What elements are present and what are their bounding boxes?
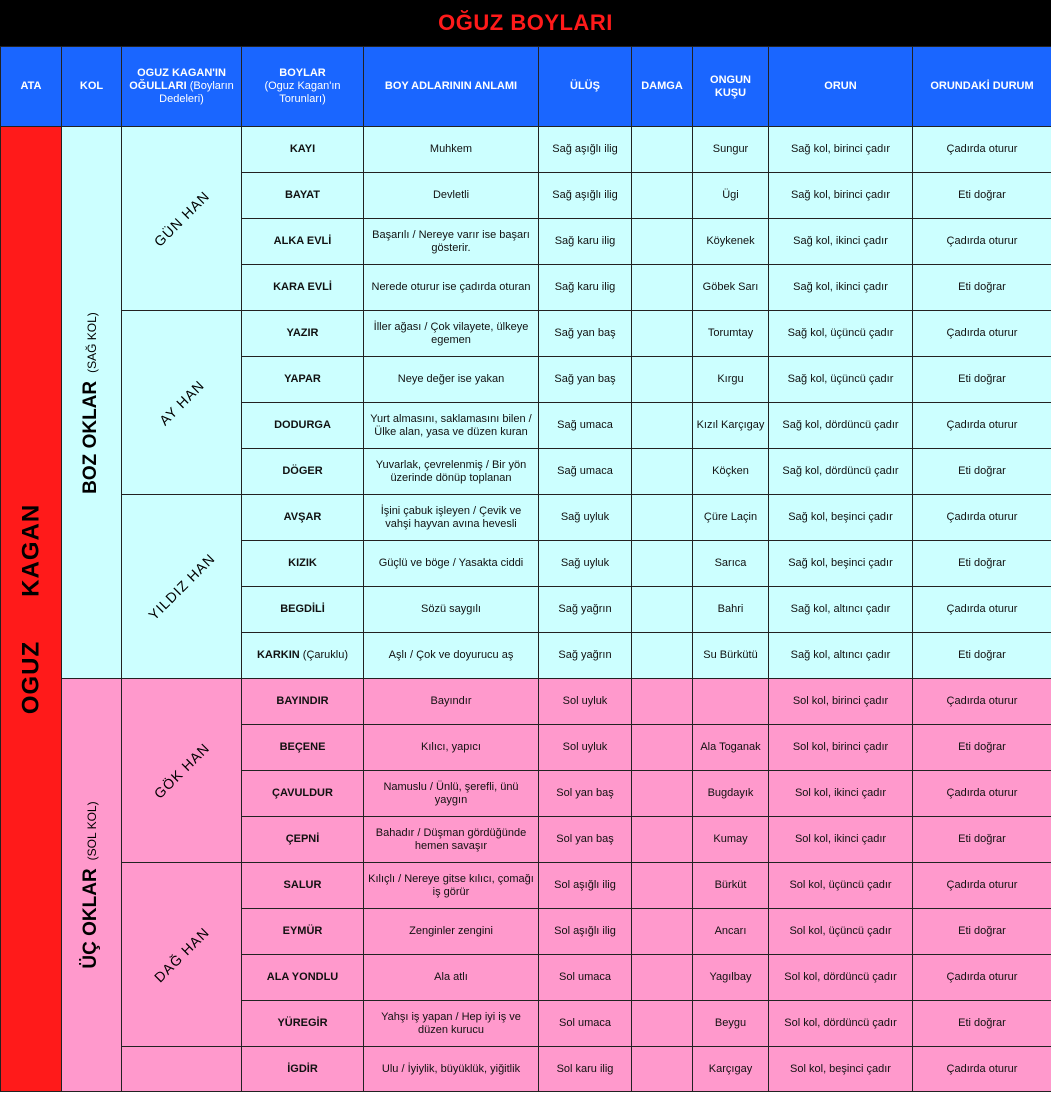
kol-sub: (SOL KOL) xyxy=(84,801,99,861)
durum-cell: Eti doğrar xyxy=(913,265,1051,311)
orun-cell: Sağ kol, altıncı çadır xyxy=(769,633,913,679)
boy-cell xyxy=(242,541,364,587)
anlam-cell: Bayındır xyxy=(364,679,539,725)
ongun-cell: Göbek Sarı xyxy=(693,265,769,311)
anlam-cell: Güçlü ve böge / Yasakta ciddi xyxy=(364,541,539,587)
han-label: AY HAN xyxy=(155,376,207,428)
header-damga: DAMGA xyxy=(632,47,693,127)
ulus-cell: Sağ aşığlı ilig xyxy=(539,173,632,219)
boy-cell xyxy=(242,357,364,403)
boy-cell xyxy=(242,311,364,357)
page-title: OĞUZ BOYLARI xyxy=(0,0,1051,46)
kol-label xyxy=(79,311,101,494)
ulus-cell: Sağ karu ilig xyxy=(539,265,632,311)
han-cell xyxy=(122,495,242,679)
boy-cell xyxy=(242,127,364,173)
orun-cell: Sağ kol, birinci çadır xyxy=(769,127,913,173)
orun-cell: Sağ kol, üçüncü çadır xyxy=(769,311,913,357)
orun-cell: Sağ kol, altıncı çadır xyxy=(769,587,913,633)
han-label: GÖK HAN xyxy=(150,739,213,802)
ulus-cell: Sağ yan baş xyxy=(539,357,632,403)
ulus-cell: Sol yan baş xyxy=(539,817,632,863)
durum-cell: Eti doğrar xyxy=(913,725,1051,771)
orun-cell: Sol kol, üçüncü çadır xyxy=(769,909,913,955)
ongun-cell: Karçıgay xyxy=(693,1047,769,1092)
ongun-cell: Bürküt xyxy=(693,863,769,909)
header-boylar-sub: (Oguz Kagan'ın Torunları) xyxy=(264,80,341,105)
ulus-cell: Sol umaca xyxy=(539,955,632,1001)
durum-cell: Eti doğrar xyxy=(913,449,1051,495)
ongun-cell: Çüre Laçin xyxy=(693,495,769,541)
table-row xyxy=(1,863,1051,909)
damga-cell xyxy=(632,725,693,771)
damga-cell xyxy=(632,817,693,863)
header-ogullar xyxy=(122,47,242,127)
boy-name: KARA EVLİ xyxy=(273,281,332,293)
orun-cell: Sol kol, üçüncü çadır xyxy=(769,863,913,909)
header-durum: ORUNDAKİ DURUM xyxy=(913,47,1051,127)
ongun-cell: Ancarı xyxy=(693,909,769,955)
header-boylar-main: BOYLAR xyxy=(279,67,326,79)
header-ogullar-main: OGUZ KAGAN'IN OĞULLARI xyxy=(129,67,226,92)
orun-cell: Sağ kol, beşinci çadır xyxy=(769,541,913,587)
ulus-cell: Sağ yağrın xyxy=(539,633,632,679)
ongun-cell: Yagılbay xyxy=(693,955,769,1001)
anlam-cell: İller ağası / Çok vilayete, ülkeye egemen xyxy=(364,311,539,357)
ulus-cell: Sol karu ilig xyxy=(539,1047,632,1092)
kol-cell xyxy=(62,679,122,1092)
boy-name: EYMÜR xyxy=(282,925,323,937)
ulus-cell: Sağ yan baş xyxy=(539,311,632,357)
anlam-cell: İşini çabuk işleyen / Çevik ve vahşi hayvan avına hevesli xyxy=(364,495,539,541)
orun-cell: Sağ kol, üçüncü çadır xyxy=(769,357,913,403)
ongun-cell: Su Bürkütü xyxy=(693,633,769,679)
ulus-cell: Sol aşığlı ilig xyxy=(539,909,632,955)
boy-name: YÜREGİR xyxy=(277,1017,328,1029)
boy-name: YAZIR xyxy=(286,327,319,339)
anlam-cell: Yuvarlak, çevrelenmiş / Bir yön üzerinde dönüp toplanan xyxy=(364,449,539,495)
header-boylar xyxy=(242,47,364,127)
boy-name: DODURGA xyxy=(274,419,331,431)
damga-cell xyxy=(632,495,693,541)
boy-cell xyxy=(242,173,364,219)
boy-name: ALA YONDLU xyxy=(266,971,339,983)
durum-cell: Çadırda oturur xyxy=(913,495,1051,541)
ongun-cell: Kızıl Karçıgay xyxy=(693,403,769,449)
header-ongun: ONGUN KUŞU xyxy=(693,47,769,127)
durum-cell: Çadırda oturur xyxy=(913,771,1051,817)
damga-cell xyxy=(632,587,693,633)
ulus-cell: Sağ aşığlı ilig xyxy=(539,127,632,173)
durum-cell: Eti doğrar xyxy=(913,633,1051,679)
boy-cell xyxy=(242,587,364,633)
orun-cell: Sol kol, ikinci çadır xyxy=(769,817,913,863)
damga-cell xyxy=(632,1001,693,1047)
durum-cell: Çadırda oturur xyxy=(913,219,1051,265)
anlam-cell: Başarılı / Nereye varır ise başarı gösterir. xyxy=(364,219,539,265)
ongun-cell: Torumtay xyxy=(693,311,769,357)
anlam-cell: Sözü saygılı xyxy=(364,587,539,633)
ata-cell xyxy=(1,127,62,1092)
kol-cell xyxy=(62,127,122,679)
ongun-cell: Sarıca xyxy=(693,541,769,587)
durum-cell: Eti doğrar xyxy=(913,173,1051,219)
ulus-cell: Sol uyluk xyxy=(539,679,632,725)
durum-cell: Çadırda oturur xyxy=(913,587,1051,633)
anlam-cell: Yurt almasını, saklamasını bilen / Ülke alan, yasa ve düzen kuran xyxy=(364,403,539,449)
boy-cell xyxy=(242,633,364,679)
oguz-boylari-table xyxy=(0,46,1051,1092)
durum-cell: Eti doğrar xyxy=(913,817,1051,863)
durum-cell: Çadırda oturur xyxy=(913,403,1051,449)
ulus-cell: Sağ karu ilig xyxy=(539,219,632,265)
boy-name: BAYINDIR xyxy=(276,695,329,707)
orun-cell: Sol kol, ikinci çadır xyxy=(769,771,913,817)
damga-cell xyxy=(632,449,693,495)
ongun-cell: Kırgu xyxy=(693,357,769,403)
table-row xyxy=(1,495,1051,541)
ongun-cell: Kumay xyxy=(693,817,769,863)
han-label: DAĞ HAN xyxy=(150,923,212,985)
damga-cell xyxy=(632,265,693,311)
damga-cell xyxy=(632,219,693,265)
boy-name: SALUR xyxy=(283,879,322,891)
boy-cell xyxy=(242,219,364,265)
boy-cell xyxy=(242,955,364,1001)
boy-cell xyxy=(242,265,364,311)
ongun-cell: Beygu xyxy=(693,1001,769,1047)
orun-cell: Sağ kol, dördüncü çadır xyxy=(769,449,913,495)
boy-name: ÇAVULDUR xyxy=(272,787,333,799)
anlam-cell: Ala atlı xyxy=(364,955,539,1001)
kol-name: BOZ OKLAR xyxy=(79,380,101,494)
durum-cell: Çadırda oturur xyxy=(913,679,1051,725)
orun-cell: Sağ kol, birinci çadır xyxy=(769,173,913,219)
damga-cell xyxy=(632,679,693,725)
han-cell-empty xyxy=(122,1047,242,1092)
damga-cell xyxy=(632,357,693,403)
table-row xyxy=(1,127,1051,173)
orun-cell: Sağ kol, ikinci çadır xyxy=(769,265,913,311)
boy-name: İGDİR xyxy=(287,1062,318,1075)
orun-cell: Sol kol, birinci çadır xyxy=(769,679,913,725)
anlam-cell: Zenginler zengini xyxy=(364,909,539,955)
boy-cell xyxy=(242,495,364,541)
boy-name: KIZIK xyxy=(288,557,317,569)
anlam-cell: Devletli xyxy=(364,173,539,219)
header-ata: ATA xyxy=(1,47,62,127)
boy-name: BEGDİLİ xyxy=(280,603,325,615)
anlam-cell: Kılıçlı / Nereye gitse kılıcı, çomağı iş görür xyxy=(364,863,539,909)
ongun-cell xyxy=(693,679,769,725)
table-row xyxy=(1,1047,1051,1092)
han-cell xyxy=(122,127,242,311)
boy-name: ÇEPNİ xyxy=(285,833,320,845)
ata-word-2: KAGAN xyxy=(17,503,45,597)
boy-name: KAYI xyxy=(289,143,316,155)
table-row xyxy=(1,679,1051,725)
boy-cell xyxy=(242,817,364,863)
durum-cell: Eti doğrar xyxy=(913,1001,1051,1047)
ulus-cell: Sol yan baş xyxy=(539,771,632,817)
kol-name: ÜÇ OKLAR xyxy=(79,868,101,969)
anlam-cell: Yahşı iş yapan / Hep iyi iş ve düzen kurucu xyxy=(364,1001,539,1047)
header-orun: ORUN xyxy=(769,47,913,127)
durum-cell: Çadırda oturur xyxy=(913,955,1051,1001)
boy-cell xyxy=(242,449,364,495)
anlam-cell: Nerede oturur ise çadırda oturan xyxy=(364,265,539,311)
ongun-cell: Ügi xyxy=(693,173,769,219)
han-cell xyxy=(122,311,242,495)
orun-cell: Sağ kol, beşinci çadır xyxy=(769,495,913,541)
boy-cell xyxy=(242,909,364,955)
ulus-cell: Sol uyluk xyxy=(539,725,632,771)
boy-cell xyxy=(242,679,364,725)
table-row xyxy=(1,311,1051,357)
ulus-cell: Sol aşığlı ilig xyxy=(539,863,632,909)
boy-name: ALKA EVLİ xyxy=(273,235,332,247)
boy-name: AVŞAR xyxy=(283,511,322,523)
han-label: GÜN HAN xyxy=(150,187,213,250)
boy-name: BAYAT xyxy=(284,189,321,201)
durum-cell: Eti doğrar xyxy=(913,357,1051,403)
ulus-cell: Sağ umaca xyxy=(539,449,632,495)
ongun-cell: Köykenek xyxy=(693,219,769,265)
ulus-cell: Sağ umaca xyxy=(539,403,632,449)
ongun-cell: Bahri xyxy=(693,587,769,633)
boy-cell xyxy=(242,863,364,909)
han-cell xyxy=(122,679,242,863)
orun-cell: Sol kol, dördüncü çadır xyxy=(769,1001,913,1047)
boy-name: BEÇENE xyxy=(279,741,326,753)
boy-cell xyxy=(242,403,364,449)
ulus-cell: Sağ uyluk xyxy=(539,541,632,587)
orun-cell: Sol kol, dördüncü çadır xyxy=(769,955,913,1001)
ulus-cell: Sağ yağrın xyxy=(539,587,632,633)
ongun-cell: Sungur xyxy=(693,127,769,173)
ongun-cell: Bugdayık xyxy=(693,771,769,817)
damga-cell xyxy=(632,633,693,679)
header-ulus: ÜLÜŞ xyxy=(539,47,632,127)
damga-cell xyxy=(632,311,693,357)
orun-cell: Sol kol, birinci çadır xyxy=(769,725,913,771)
durum-cell: Eti doğrar xyxy=(913,541,1051,587)
damga-cell xyxy=(632,173,693,219)
anlam-cell: Aşlı / Çok ve doyurucu aş xyxy=(364,633,539,679)
ulus-cell: Sol umaca xyxy=(539,1001,632,1047)
boy-name: DÖGER xyxy=(282,465,323,477)
anlam-cell: Kılıcı, yapıcı xyxy=(364,725,539,771)
ulus-cell: Sağ uyluk xyxy=(539,495,632,541)
damga-cell xyxy=(632,127,693,173)
header-anlam: BOY ADLARININ ANLAMI xyxy=(364,47,539,127)
boy-name: YAPAR xyxy=(284,373,321,385)
anlam-cell: Ulu / İyiylik, büyüklük, yiğitlik xyxy=(364,1047,539,1092)
header-row xyxy=(1,47,1051,127)
damga-cell xyxy=(632,403,693,449)
durum-cell: Çadırda oturur xyxy=(913,863,1051,909)
anlam-cell: Neye değer ise yakan xyxy=(364,357,539,403)
boy-extra: (Çaruklu) xyxy=(302,649,349,661)
anlam-cell: Namuslu / Ünlü, şerefli, ünü yaygın xyxy=(364,771,539,817)
ongun-cell: Köçken xyxy=(693,449,769,495)
damga-cell xyxy=(632,1047,693,1092)
orun-cell: Sol kol, beşinci çadır xyxy=(769,1047,913,1092)
han-label: YILDIZ HAN xyxy=(144,549,218,623)
damga-cell xyxy=(632,955,693,1001)
damga-cell xyxy=(632,771,693,817)
boy-cell xyxy=(242,1047,364,1092)
kol-label xyxy=(79,801,101,969)
kol-sub: (SAĞ KOL) xyxy=(84,311,99,373)
han-cell xyxy=(122,863,242,1047)
durum-cell: Çadırda oturur xyxy=(913,127,1051,173)
damga-cell xyxy=(632,909,693,955)
durum-cell: Eti doğrar xyxy=(913,909,1051,955)
anlam-cell: Muhkem xyxy=(364,127,539,173)
boy-cell xyxy=(242,725,364,771)
boy-name: KARKIN xyxy=(256,649,300,661)
durum-cell: Çadırda oturur xyxy=(913,311,1051,357)
damga-cell xyxy=(632,541,693,587)
durum-cell: Çadırda oturur xyxy=(913,1047,1051,1092)
header-ogullar-sub: (Boyların Dedeleri) xyxy=(159,80,234,105)
boy-cell xyxy=(242,1001,364,1047)
header-kol: KOL xyxy=(62,47,122,127)
ata-label xyxy=(17,503,45,715)
orun-cell: Sağ kol, ikinci çadır xyxy=(769,219,913,265)
ongun-cell: Ala Toganak xyxy=(693,725,769,771)
anlam-cell: Bahadır / Düşman gördüğünde hemen savaşır xyxy=(364,817,539,863)
damga-cell xyxy=(632,863,693,909)
ata-word-1: OGUZ xyxy=(17,640,45,715)
orun-cell: Sağ kol, dördüncü çadır xyxy=(769,403,913,449)
boy-cell xyxy=(242,771,364,817)
